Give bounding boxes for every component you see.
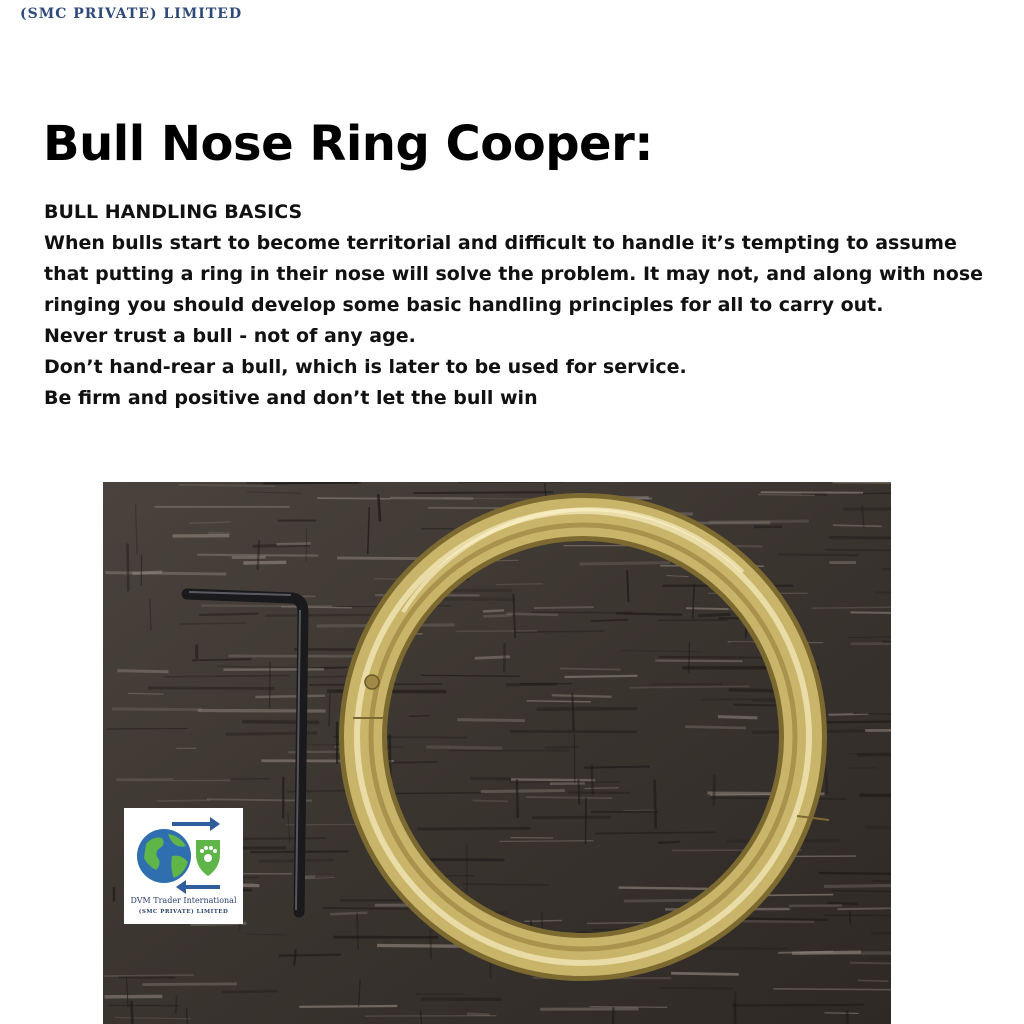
globe-icon [137, 829, 191, 883]
logo-company-name: DVM Trader International [130, 896, 237, 905]
article-body [44, 197, 994, 414]
company-name-header: (SMC PRIVATE) LIMITED [20, 6, 243, 22]
paragraph-intro: When bulls start to become territorial and difficult to handle it’s tempting to assume that putting a ring in their nose will solve the problem. It may not, and along with nose ringing you should develop some basic handling principles for all to carry out. [44, 232, 984, 316]
logo-company-sub: (SMC PRIVATE) LIMITED [138, 909, 229, 915]
paw-shield-icon [196, 840, 220, 876]
tip-never-trust: Never trust a bull - not of any age. [44, 325, 416, 347]
page-title: Bull Nose Ring Cooper: [43, 116, 653, 172]
brass-nose-ring [103, 482, 891, 1024]
section-heading: BULL HANDLING BASICS [44, 201, 303, 223]
company-logo [124, 808, 243, 924]
tip-hand-rear: Don’t hand-rear a bull, which is later to be used for service. [44, 356, 687, 378]
product-photo [103, 482, 891, 1024]
tip-be-firm: Be firm and positive and don’t let the bull win [44, 387, 538, 409]
